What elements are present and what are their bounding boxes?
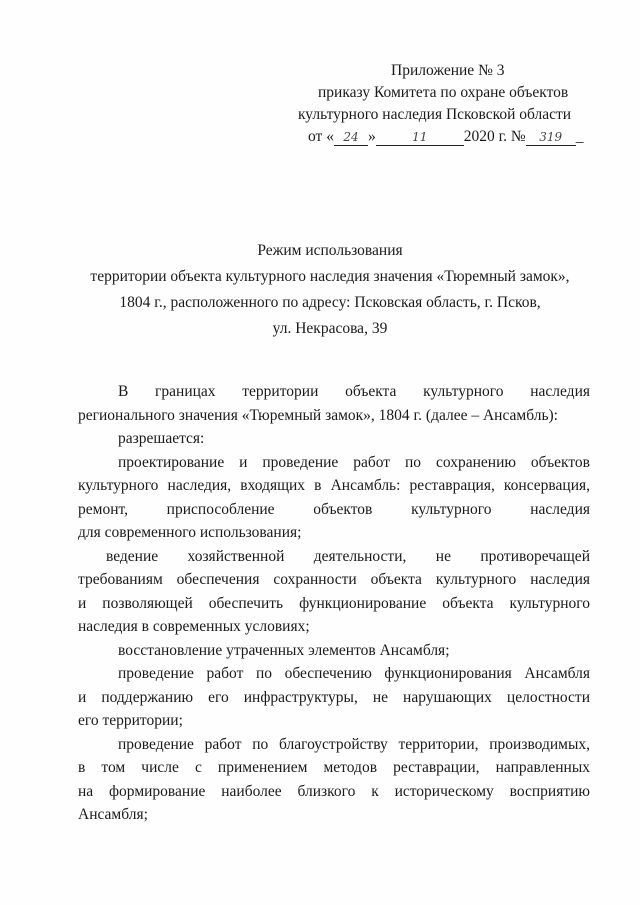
date-prefix: от « [308, 128, 334, 145]
paragraph-design-works [78, 451, 590, 545]
paragraph-intro [78, 380, 590, 427]
p7-line-3: на формирование наиболее близкого к историческому восприятию [78, 782, 590, 800]
appendix-date-line [290, 126, 600, 148]
paragraph-restoration [78, 639, 590, 663]
paragraph-economic-activity [78, 545, 590, 639]
p4-line-2: требованиям обеспечения сохранности объекта культурного наследия [78, 571, 590, 588]
appendix-title: Приложение № 3 [391, 62, 505, 79]
p4-line-3: и позволяющей обеспечить функционирование объекта культурного [78, 594, 590, 612]
p2-line: разрешается: [118, 430, 205, 447]
title-line-4: ул. Некрасова, 39 [272, 320, 388, 337]
handwritten-day: 24 [334, 129, 368, 146]
p7-line-1: проведение работ по благоустройству территории, производимых, [118, 735, 590, 753]
p4-line-4: наследия в современных условиях; [78, 618, 310, 635]
p1-line-2: регионального значения «Тюремный замок», 1804 г. (далее – Ансамбль): [78, 406, 558, 424]
p6-line-3: его территории; [78, 712, 183, 729]
date-year: 2020 г. № [463, 128, 526, 145]
p6-line-2: и поддержанию его инфраструктуры, не нарушающих целостности [78, 688, 590, 706]
title-line-3: 1804 г., расположенного по адресу: Псковская область, г. Псков, [119, 294, 541, 311]
appendix-header [290, 60, 600, 148]
appendix-committee-line: культурного наследия Псковской области [298, 106, 572, 123]
document-title [40, 238, 620, 342]
p7-line-2: в том числе с применением методов реставрации, направленных [78, 759, 590, 776]
p3-line-3: ремонт, приспособление объектов культурного наследия [78, 500, 590, 518]
paragraph-functioning [78, 662, 590, 733]
p3-line-4: для современного использования; [78, 524, 302, 541]
paragraph-landscaping [78, 733, 590, 827]
p6-line-1: проведение работ по обеспечению функционирования Ансамбля [118, 665, 590, 682]
title-line-1: Режим использования [257, 242, 403, 259]
p1-line-1: В границах территории объекта культурного наследия [118, 383, 590, 400]
date-mid: » [367, 128, 376, 145]
p3-line-2: культурного наследия, входящих в Ансамбль: реставрация, консервация, [78, 477, 590, 494]
p4-line-1: ведение хозяйственной деятельности, не противоречащей [106, 547, 590, 565]
handwritten-number: 319 [526, 129, 576, 146]
p3-line-1: проектирование и проведение работ по сохранению объектов [118, 453, 590, 471]
paragraph-allowed [78, 427, 590, 451]
document-body [78, 380, 590, 827]
appendix-order-line: приказу Комитета по охране объектов [318, 84, 569, 101]
title-line-2: территории объекта культурного наследия значения «Тюремный замок», [90, 268, 570, 285]
handwritten-month: 11 [376, 129, 464, 146]
p5-line: восстановление утраченных элементов Ансамбля; [118, 641, 450, 659]
number-suffix: _ [575, 128, 584, 145]
p7-line-4: Ансамбля; [78, 806, 148, 823]
